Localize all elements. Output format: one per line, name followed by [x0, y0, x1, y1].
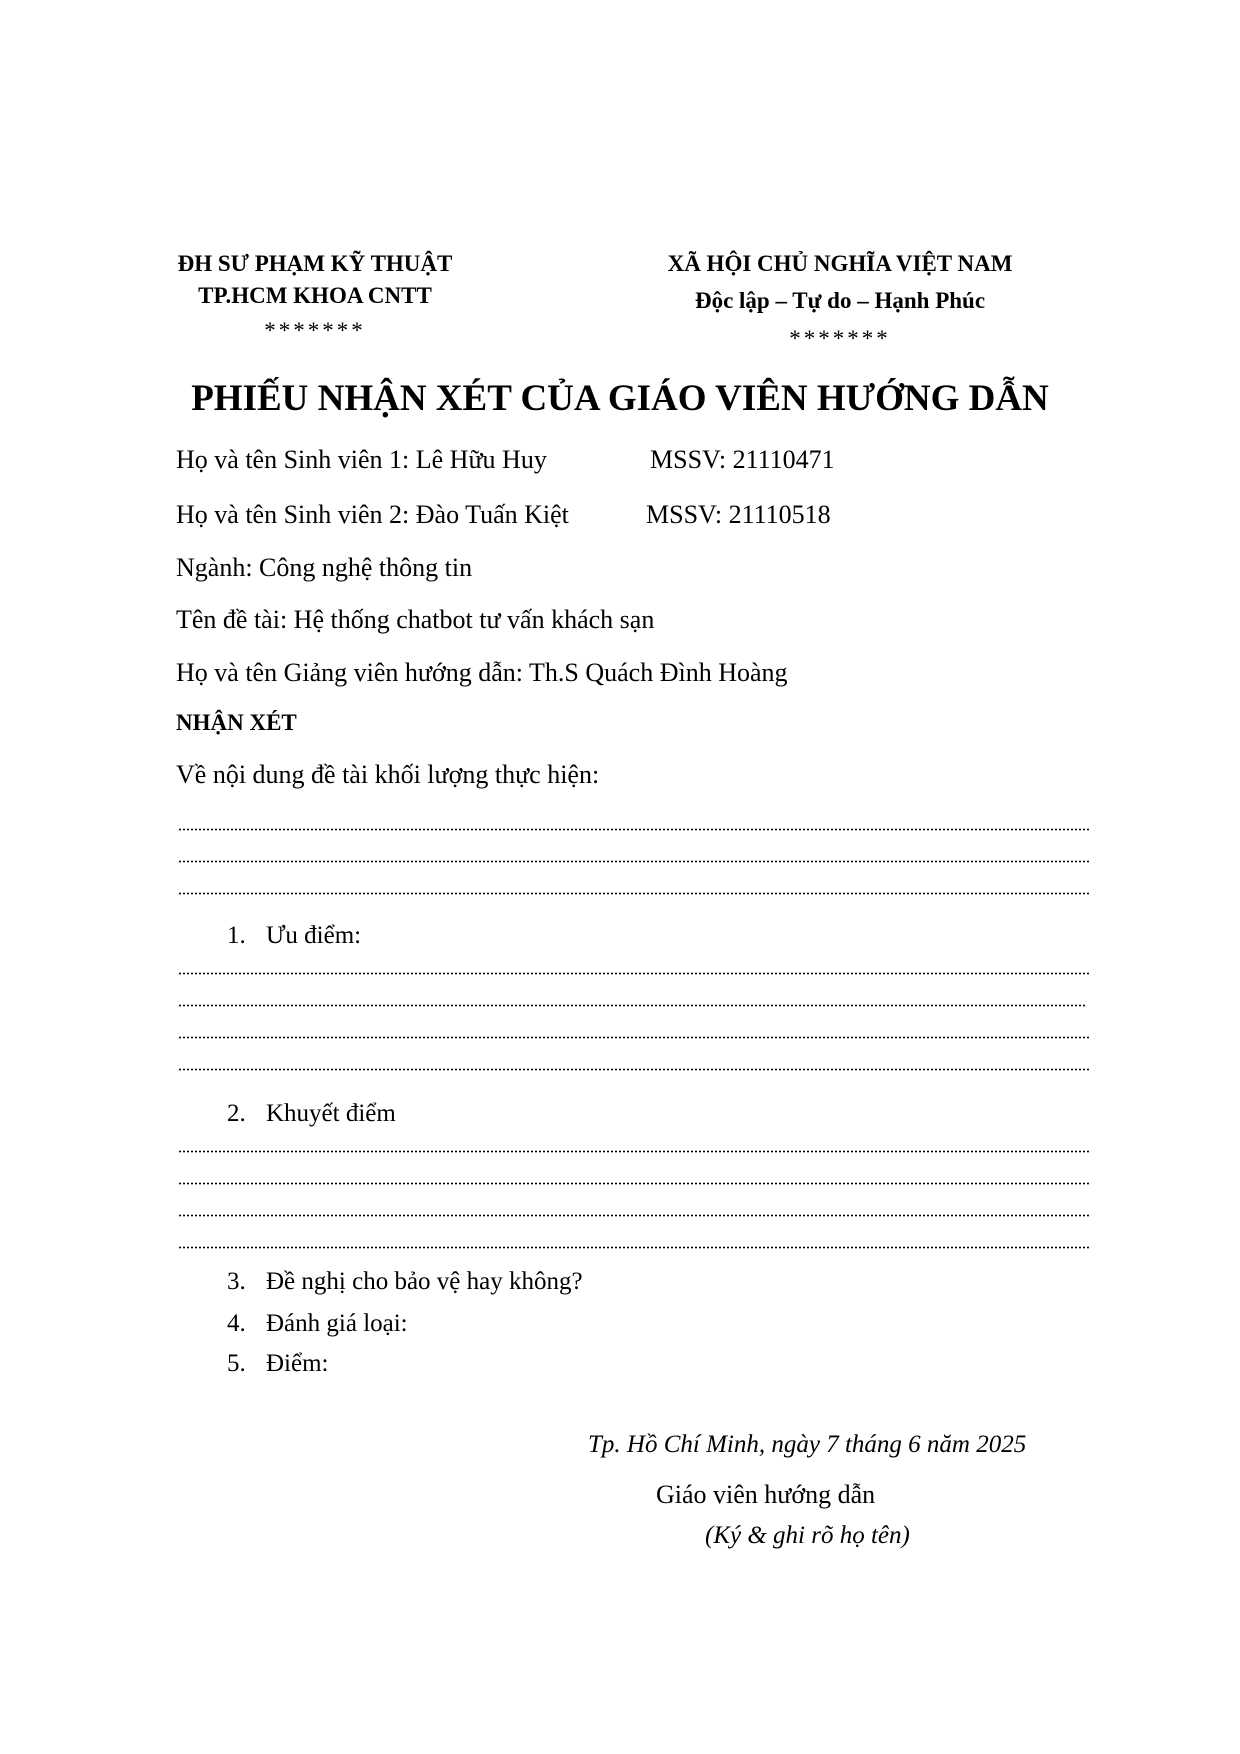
institution-name-line2: TP.HCM KHOA CNTT [198, 283, 432, 308]
major-field: Ngành: Công nghệ thông tin [176, 553, 473, 582]
student2-mssv: MSSV: 21110518 [646, 500, 831, 529]
item-number: 5. [227, 1350, 246, 1377]
dotted-line [178, 972, 1091, 975]
dotted-line [178, 1068, 1091, 1071]
left-stars-divider: ******* [264, 318, 366, 343]
student2-name: Họ và tên Sinh viên 2: Đào Tuấn Kiệt [176, 500, 569, 529]
student1-name: Họ và tên Sinh viên 1: Lê Hữu Huy [176, 445, 547, 474]
national-motto-line2: Độc lập – Tự do – Hạnh Phúc [694, 288, 986, 313]
dotted-line [178, 1182, 1091, 1185]
dotted-line [178, 1214, 1091, 1217]
right-stars-divider: ******* [789, 326, 891, 351]
student1-mssv: MSSV: 21110471 [650, 445, 835, 474]
content-label: Về nội dung đề tài khối lượng thực hiện: [176, 760, 600, 789]
dotted-line [178, 828, 1091, 831]
dotted-line [178, 860, 1091, 863]
item-number: 4. [227, 1310, 246, 1337]
signature-note: (Ký & ghi rõ họ tên) [705, 1522, 910, 1549]
section-heading: NHẬN XÉT [176, 710, 297, 735]
dotted-line [178, 892, 1091, 895]
item-number: 3. [227, 1268, 246, 1295]
institution-name-line1: ĐH SƯ PHẠM KỸ THUẬT [177, 251, 453, 276]
item-number: 2. [227, 1100, 246, 1127]
item-advantages: Ưu điểm: [266, 922, 362, 949]
item-rating: Đánh giá loại: [266, 1310, 408, 1337]
dotted-line [178, 1150, 1091, 1153]
dotted-line [178, 1036, 1091, 1039]
item-disadvantages: Khuyết điểm [266, 1100, 396, 1127]
form-title: PHIẾU NHẬN XÉT CỦA GIÁO VIÊN HƯỚNG DẪN [191, 378, 1049, 419]
item-defense-recommendation: Đề nghị cho bảo vệ hay không? [266, 1268, 583, 1295]
dotted-line [178, 1004, 1085, 1007]
national-motto-line1: XÃ HỘI CHỦ NGHĨA VIỆT NAM [667, 251, 1013, 276]
advisor-field: Họ và tên Giảng viên hướng dẫn: Th.S Quách Đình Hoàng [176, 658, 788, 687]
signer-role: Giáo viên hướng dẫn [656, 1480, 876, 1509]
item-score: Điểm: [266, 1350, 329, 1377]
place-date: Tp. Hồ Chí Minh, ngày 7 tháng 6 năm 2025 [588, 1431, 1027, 1458]
item-number: 1. [227, 922, 246, 949]
topic-field: Tên đề tài: Hệ thống chatbot tư vấn khách sạn [176, 605, 655, 634]
dotted-line [178, 1246, 1091, 1249]
